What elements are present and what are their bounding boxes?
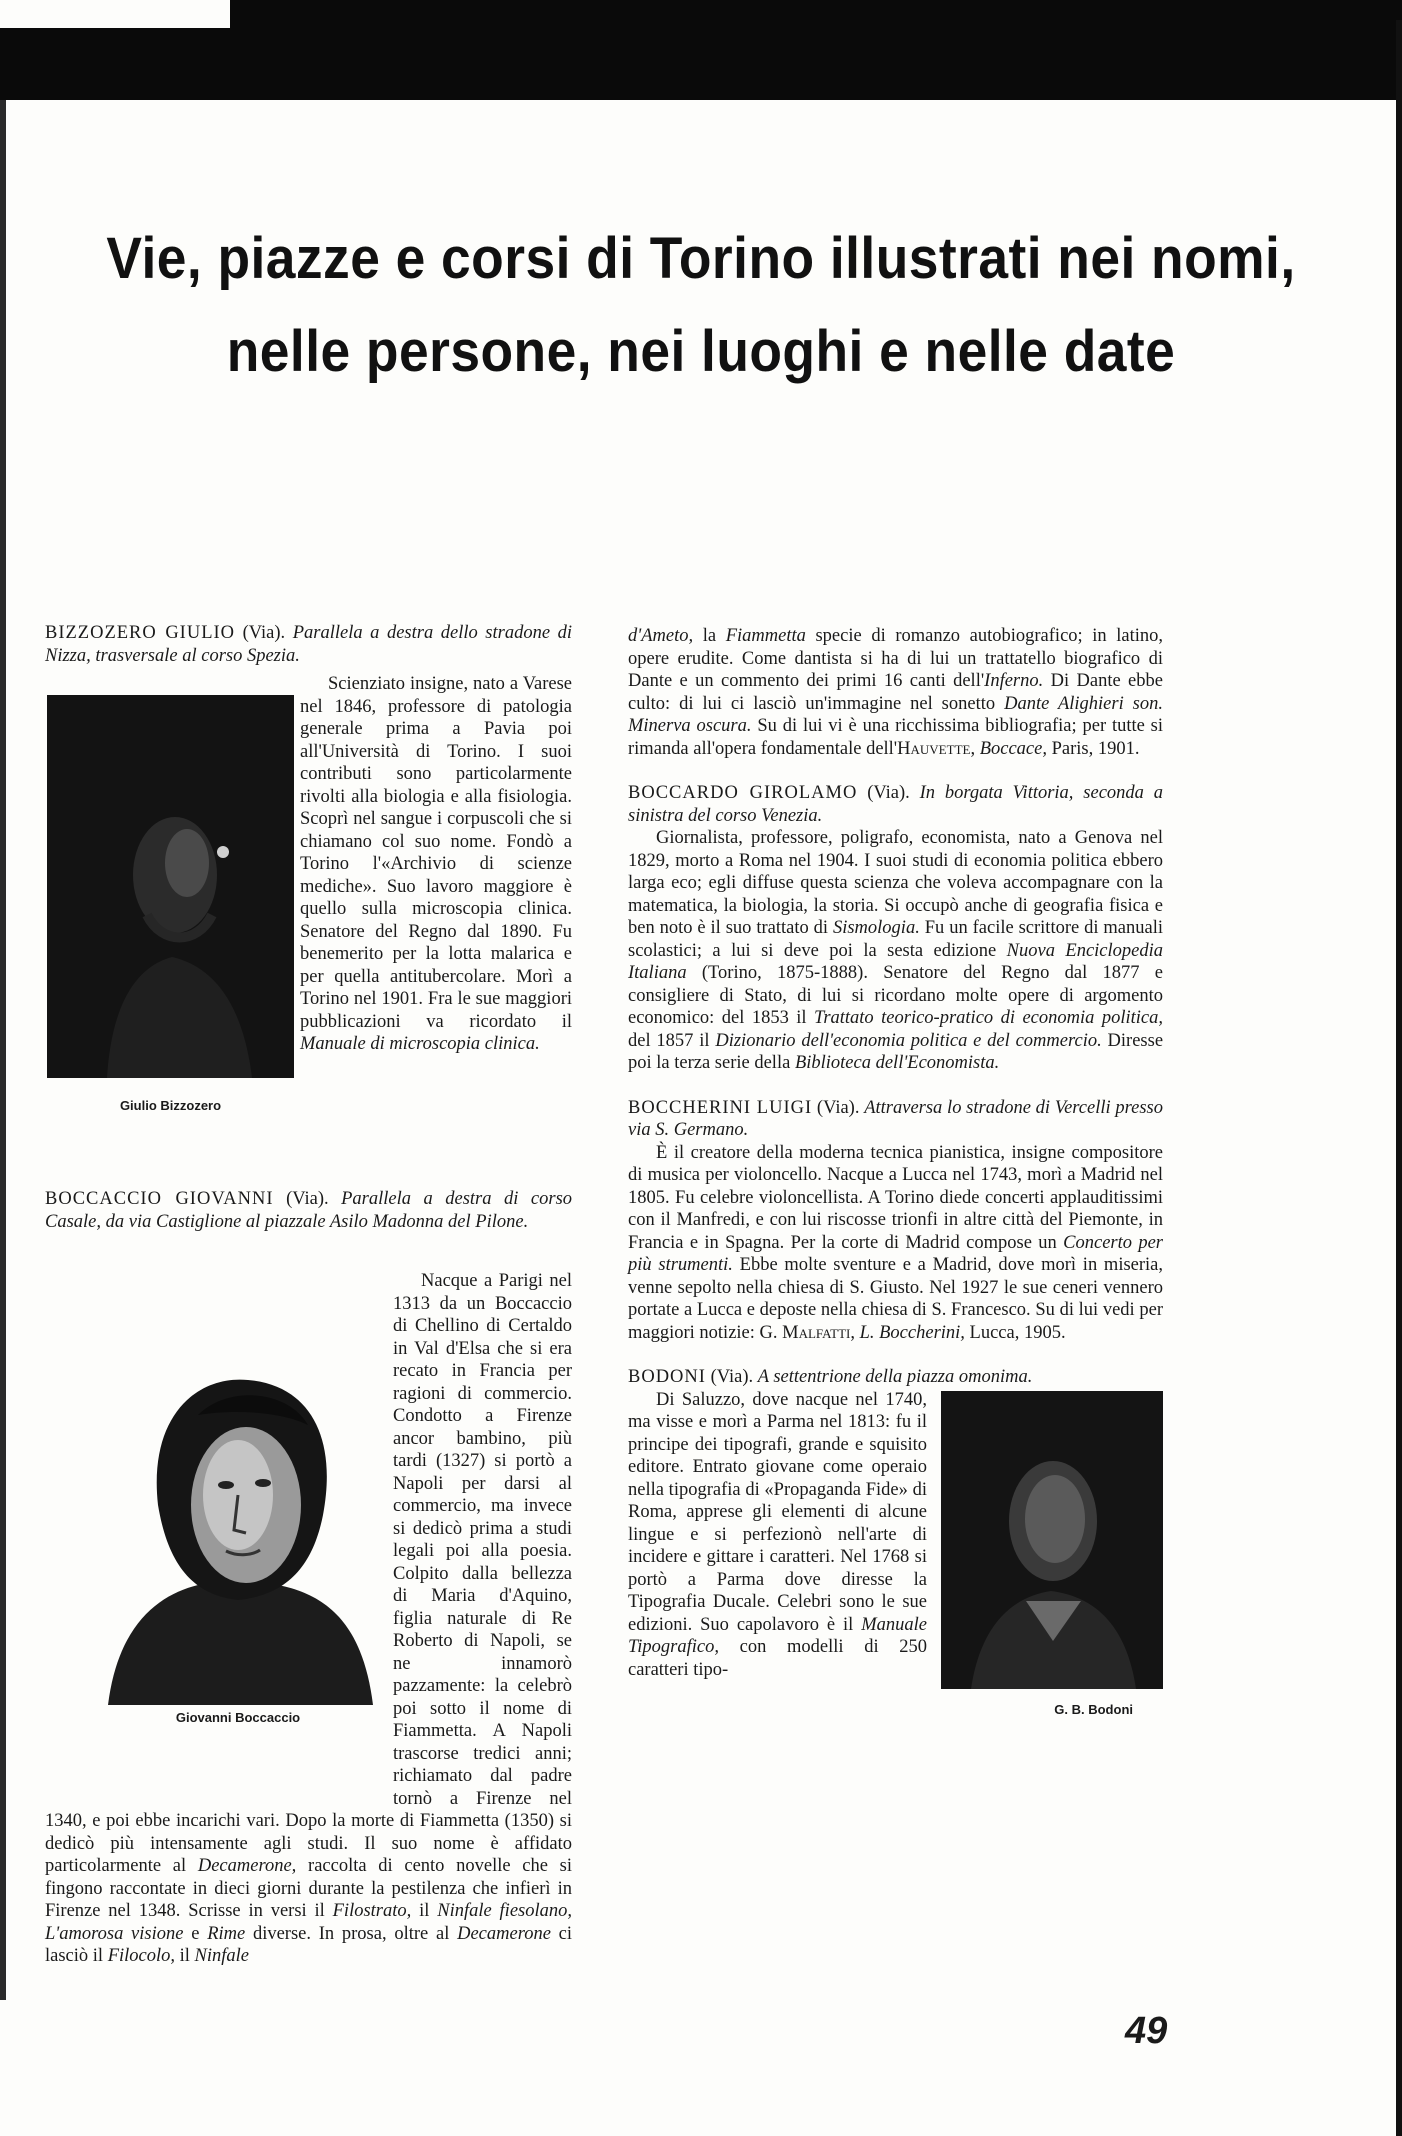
bodoni-portrait: [941, 1391, 1163, 1717]
page-title-line2: nelle persone, nei luoghi e nelle date: [226, 319, 1176, 384]
bizzozero-body: Scienziato insigne, nato a Varese nel 1846, professore di patologia generale prima a Pavia poi all'Università di Torino. I suoi contributi sono particolarmente rivolti alla biologia e alla fisiologia. Scoprì nel sangue i corpuscoli che si chiamano col suo nome. Fondò a Torino l'«Archivio di scienze mediche». Suo lavoro maggiore è quello sulla microscopia clinica. Senatore del Regno dal 1890. Fu benemerito per la lotta malarica e per quella antitubercolare. Morì a Torino nel 1901. Fra le sue maggiori pubblicazioni va ricordato il Manuale di microscopia clinica.: [300, 674, 572, 1054]
boccaccio-continuation: d'Ameto, la Fiammetta specie di romanzo autobiografico; in latino, opere erudite. Come dantista si ha di lui un trattatello biografico di Dante e un commento dei primi 16 canti dell'Inferno. Di Dante ebbe culto: di lui ci lasciò un'immagine nel sonetto Dante Alighieri son. Minerva oscura. Su di lui vi è una ricchissima bibliografia; per tutte si rimanda all'opera fondamentale dell'Hauvette, Boccace, Paris, 1901.: [628, 626, 1164, 759]
boccherini-heading: BOCCHERINI LUIGI (Via). Attraversa lo stradone di Vercelli presso via S. Germano.: [628, 1097, 1164, 1140]
right-column: [628, 625, 1163, 1717]
right-page-edge: [1396, 20, 1402, 2136]
bizzozero-body-narrow: [300, 673, 572, 1056]
bodoni-body: Di Saluzzo, dove nacque nel 1740, ma visse e morì a Parma nel 1813: fu il principe dei tipografi, grande e squisito editore. Entrato giovane come operaio nella tipografia di «Propaganda Fide» di Roma, apprese gli elementi di alcune lingue e si perfezionò nell'arte di incidere e gittare i caratteri. Nel 1768 si portò a Parma dove diresse la Tipografia Ducale. Celebri sono le sue edizioni. Suo capolavoro è il Manuale Tipografico, con modelli di 250 caratteri tipo-: [628, 1389, 928, 1680]
top-left-notch: [0, 0, 230, 28]
bodoni-name: BODONI: [628, 1367, 706, 1387]
boccherini-name: BOCCHERINI LUIGI: [628, 1097, 813, 1118]
boccaccio-location: Parallela a destra di corso Casale, da via Castiglione al piazzale Asilo Madonna del Pilone.: [45, 1189, 573, 1232]
boccaccio-paragraph: Nacque a Parigi nel 1313 da un Boccaccio di Chellino di Certaldo in Val d'Elsa che si era recato in Francia per ragioni di commercio. Condotto a Firenze ancor bambino, più tardi (1327) si portò a Napoli per darsi al commercio, ma invece si dedicò prima a studi legali poi alla poesia. Colpito dalla bellezza di Maria d'Aquino, figlia naturale di Re Roberto di Napoli, se ne innamorò pazzamente: la celebrò poi sotto il nome di Fiammetta. A Napoli trascorse tredici anni; richiamato dal padre tornò a Firenze nel 1340, e poi ebbe incarichi vari. Dopo la morte di Fiammetta (1350) si dedicò più intensamente agli studi. Il suo nome è affidato particolarmente al Decamerone, raccolta di cento novelle che si fingono raccontate in dieci giorni durante la pestilenza che infierì in Firenze nel 1348. Scrisse in versi il Filostrato, il Ninfale fiesolano, L'amorosa visione e Rime diverse. In prosa, oltre al Decamerone ci lasciò il Filocolo, il Ninfale: [45, 1271, 573, 1966]
boccaccio-heading: BOCCACCIO GIOVANNI (Via). Parallela a destra di corso Casale, da via Castiglione al piazzale Asilo Madonna del Pilone.: [45, 1189, 573, 1232]
boccherini-body: È il creatore della moderna tecnica pianistica, insigne compositore di musica per violoncello. Nacque a Lucca nel 1743, morì a Madrid nel 1805. Fu celebre violoncellista. A Torino diede concerti applauditissimi con il Manfredi, e con lui riscosse trionfi in altre città del Piemonte, in Francia e in Spagna. Per la corte di Madrid compose un Concerto per più strumenti. Ebbe molte sventure e a Madrid, dove morì in miseria, venne sepolto nella chiesa di S. Giusto. Nel 1927 le sue ceneri vennero portate a Lucca e deposte nella chiesa di S. Francesco. Su di lui vedi per maggiori notizie: G. Malfatti, L. Boccherini, Lucca, 1905.: [628, 1142, 1164, 1343]
bizzozero-heading: BIZZOZERO GIULIO (Via). Parallela a destra dello stradone di Nizza, trasversale al corso Spezia.: [45, 623, 573, 666]
boccardo-heading: BOCCARDO GIROLAMO (Via). In borgata Vittoria, seconda a sinistra del corso Venezia.: [628, 783, 1164, 826]
bizzozero-name: BIZZOZERO GIULIO: [45, 623, 236, 643]
bizzozero-portrait-image: [47, 695, 294, 1078]
page-title-line1: Vie, piazze e corsi di Torino illustrati nei nomi,: [106, 226, 1296, 291]
boccaccio-float-spacer: [45, 1358, 393, 1800]
bodoni-heading: BODONI (Via). A settentrione della piazza omonima.: [628, 1367, 1033, 1387]
boccaccio-name: BOCCACCIO GIOVANNI: [45, 1189, 274, 1209]
boccardo-body: Giornalista, professore, poligrafo, economista, nato a Genova nel 1829, morto a Roma nel 1904. I suoi studi di economia politica ebbero larga eco; egli diffuse questa scienza che voleva accompagnare con la matematica, la biologia, la storia. Si occupò anche di geografia fisica e ben noto è il suo trattato di Sismologia. Fu un facile scrittore di manuali scolastici; a lui si deve poi la sesta edizione Nuova Enciclopedia Italiana (Torino, 1875-1888). Senatore del Regno dal 1877 e consigliere di Stato, di lui si ricordano molte opere di argomento economico: del 1853 il Trattato teorico-pratico di economia politica, del 1857 il Dizionario dell'economia politica e del commercio. Diresse poi la terza serie della Biblioteca dell'Economista.: [628, 828, 1164, 1073]
bodoni-caption: G. B. Bodoni: [1054, 1702, 1133, 1717]
bodoni-location: A settentrione della piazza omonima.: [757, 1367, 1033, 1387]
page-number: 49: [1125, 2010, 1168, 2052]
boccardo-name: BOCCARDO GIROLAMO: [628, 783, 858, 803]
bizzozero-location: Parallela a destra dello stradone di Nizza, trasversale al corso Spezia.: [45, 623, 573, 666]
bizzozero-entry: [45, 622, 572, 667]
bizzozero-caption: Giulio Bizzozero: [119, 1098, 222, 1113]
bizzozero-book: Manuale di microscopia clinica.: [300, 1034, 540, 1054]
boccaccio-body: [45, 1270, 572, 1968]
boccherini-location: Attraversa lo stradone di Vercelli presso via S. Germano.: [628, 1097, 1164, 1140]
bizzozero-portrait: [47, 695, 294, 1078]
boccaccio-entry: [45, 1188, 572, 1233]
left-page-edge: [0, 100, 6, 2000]
bodoni-portrait-image: [941, 1391, 1163, 1689]
boccaccio-caption: Giovanni Boccaccio: [175, 1710, 301, 1725]
boccardo-location: In borgata Vittoria, seconda a sinistra del corso Venezia.: [628, 783, 1164, 826]
